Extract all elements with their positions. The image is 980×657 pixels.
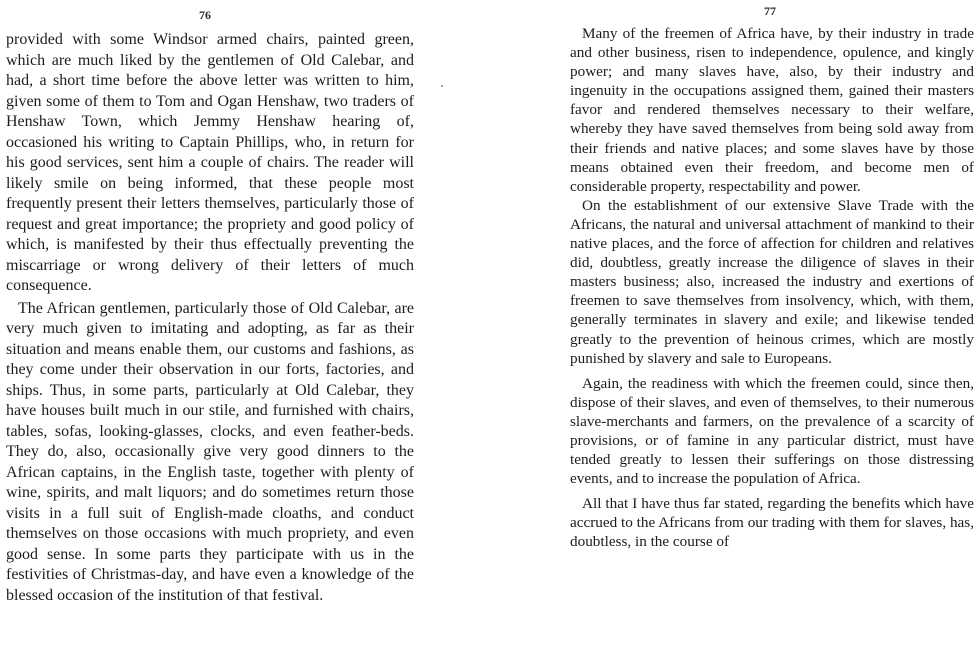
page-number-left: 76 bbox=[199, 8, 211, 22]
right-page bbox=[452, 0, 980, 657]
paragraph: provided with some Windsor armed chairs, painted green, which are much liked by the gentlemen of Old Calebar, and had, a short time before the above letter was written to him, given some of them to Tom and Ogan Henshaw, two traders of Henshaw Town, which Jemmy Henshaw hearing of, occasioned his writing to Captain Phillips, who, in return for his good services, sent him a couple of chairs. The reader will likely smile on being informed, that these people most frequently present their letters themselves, particularly those of request and great importance; the propriety and good policy of which, is manifested by their thus effectually preventing the miscarriage or wrong delivery of their letters of much consequence. bbox=[6, 31, 414, 294]
paragraph: The African gentlemen, particularly those of Old Calebar, are very much given to imitating and adopting, as far as their situation and means enable them, our customs and fashions, as they come under their observation in our forts, factories, and ships. Thus, in some parts, particularly at Old Calebar, they have houses built much in our stile, and furnished with chairs, tables, sofas, looking-glasses, clocks, and even feather-beds. They do, also, occasionally give very good dinners to the African captains, in the English taste, together with plenty of wine, spirits, and malt liquors; and do sometimes return those visits in a full suit of English-made cloaths, and conduct themselves on those occasions with much propriety, and even good sense. In some parts they participate with us in the festivities of Christmas-day, and have even a knowledge of the blessed occasion of the institution of that festival. bbox=[6, 299, 414, 604]
paragraph: Again, the readiness with which the freemen could, since then, dispose of their slaves, and even of themselves, to their numerous slave-merchants and farmers, on the prevalence of a scarcity of provisions, or of famine in any particular district, must have tended greatly to lessen their sufferings on those distressing events, and to increase the population of Africa. bbox=[570, 374, 974, 488]
paragraph: Many of the freemen of Africa have, by their industry in trade and other business, risen to independence, opulence, and kingly power; and many slaves have, also, by their industry and ingenuity in the occupations assigned them, gained their masters favor and rendered themselves necessary to their welfare, whereby they have saved themselves from being sold away from their friends and native places; and some slaves have by those means obtained even their freedom, and become men of considerable property, respectability and power. bbox=[570, 25, 974, 195]
paragraph: All that I have thus far stated, regarding the benefits which have accrued to the Africans from our trading with them for slaves, has, doubtless, in the course of bbox=[570, 495, 974, 551]
left-page-text bbox=[6, 30, 414, 606]
right-page-text bbox=[570, 24, 974, 552]
page-number-right: 77 bbox=[764, 4, 776, 18]
paragraph: On the establishment of our extensive Slave Trade with the Africans, the natural and universal attachment of mankind to their native places, and the force of affection for children and relatives did, doubtless, greatly increase the diligence of slaves in their masters business; also, increased the industry and exertions of freemen to save themselves from insolvency, which, with them, generally terminates in slavery and exile; and likewise tended greatly to the prevention of heinous crimes, which are mostly punished by slavery and sale to Europeans. bbox=[570, 196, 974, 367]
gutter-mark bbox=[441, 85, 443, 87]
left-page bbox=[0, 0, 452, 657]
